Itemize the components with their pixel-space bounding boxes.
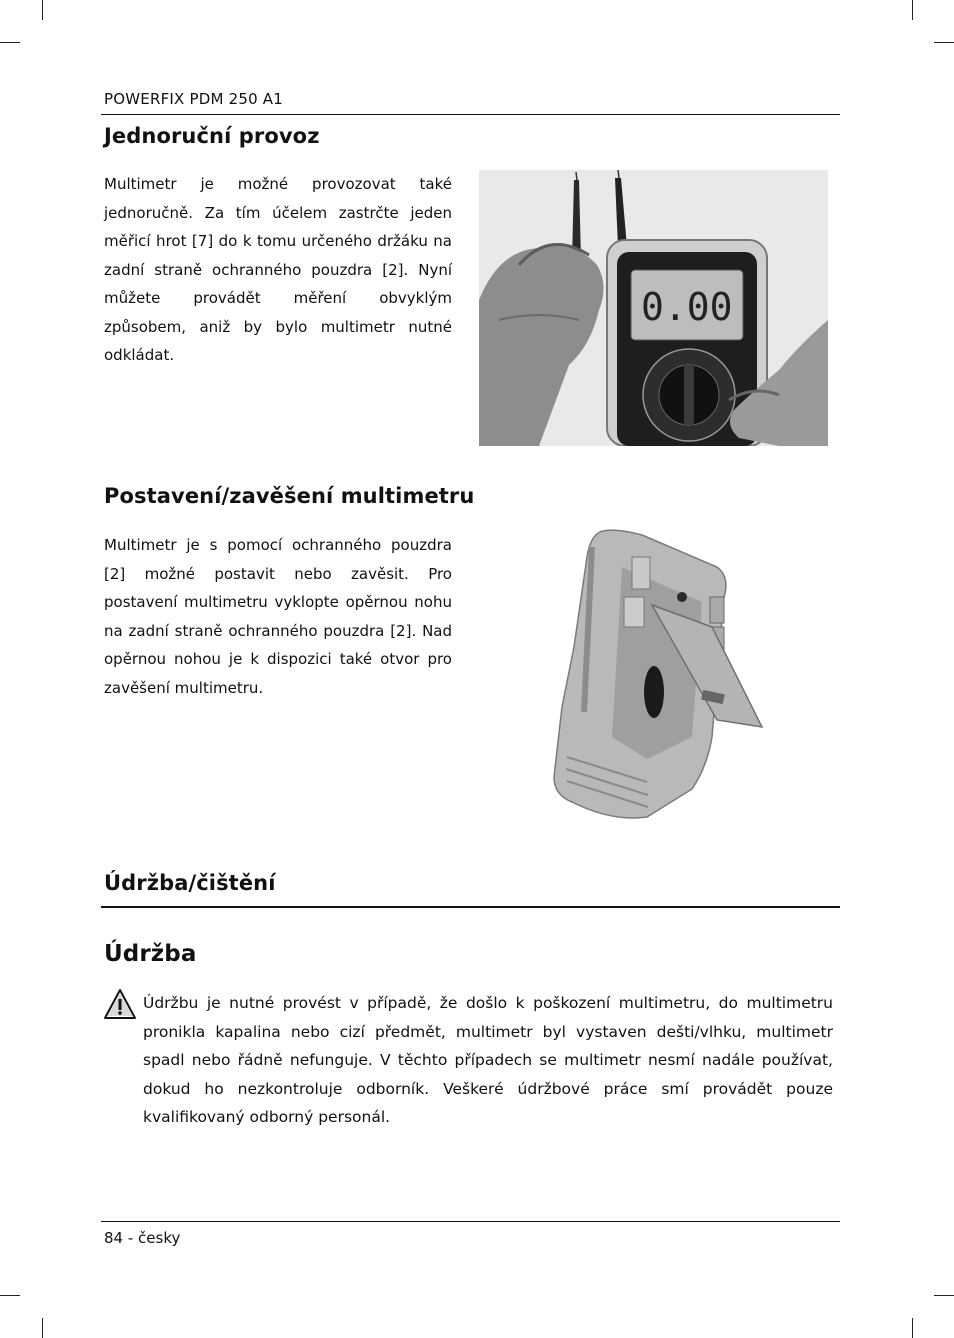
running-header: POWERFIX PDM 250 A1 [104, 90, 283, 108]
one-hand-operation-photo [479, 170, 828, 446]
page-number: 84 - česky [104, 1229, 181, 1247]
multimeter-stand-photo [552, 527, 764, 820]
section-heading-one-hand: Jednoruční provoz [104, 124, 320, 148]
section-rule [101, 906, 840, 908]
crop-mark [42, 1318, 43, 1338]
maintenance-warning-paragraph: Údržbu je nutné provést v případě, že došlo k poškození multimetru, do multimetru pronikla kapalina nebo cizí předmět, multimetr byl vystaven dešti/vlhku, multimetr spadl nebo řádně nefunguje. V těchto případech se multimetr nesmí nadále používat, dokud ho nezkontroluje odborník. Veškeré údržbové práce smí provádět pouze kvalifikovaný odborný personál. [143, 994, 833, 1126]
crop-mark [0, 1295, 20, 1296]
crop-mark [912, 0, 913, 20]
section-heading-maintenance-cleaning: Údržba/čištění [104, 871, 276, 895]
display-reading: 0.00 [641, 285, 733, 329]
crop-mark [934, 42, 954, 43]
section-heading-maintenance: Údržba [104, 941, 197, 967]
header-rule [101, 114, 840, 115]
crop-mark [42, 0, 43, 20]
crop-mark [934, 1295, 954, 1296]
one-hand-paragraph: Multimetr je možné provozovat také jednoručně. Za tím účelem zastrčte jeden měřicí hrot [7] do k tomu určeného držáku na zadní straně ochranného pouzdra [2]. Nyní můžete provádět měření obvyklým způsobem, aniž by bylo multimetr nutné odkládat. [104, 175, 452, 364]
section-heading-stand-hang: Postavení/zavěšení multimetru [104, 484, 475, 508]
stand-hang-paragraph: Multimetr je s pomocí ochranného pouzdra [2] možné postavit nebo zavěsit. Pro postavení multimetru vyklopte opěrnou nohu na zadní straně ochranného pouzdra [2]. Nad opěrnou nohou je k dispozici také otvor pro zavěšení multimetru. [104, 536, 452, 697]
crop-mark [912, 1318, 913, 1338]
crop-mark [0, 42, 20, 43]
warning-triangle-icon [103, 988, 137, 1020]
footer-rule [101, 1221, 840, 1222]
